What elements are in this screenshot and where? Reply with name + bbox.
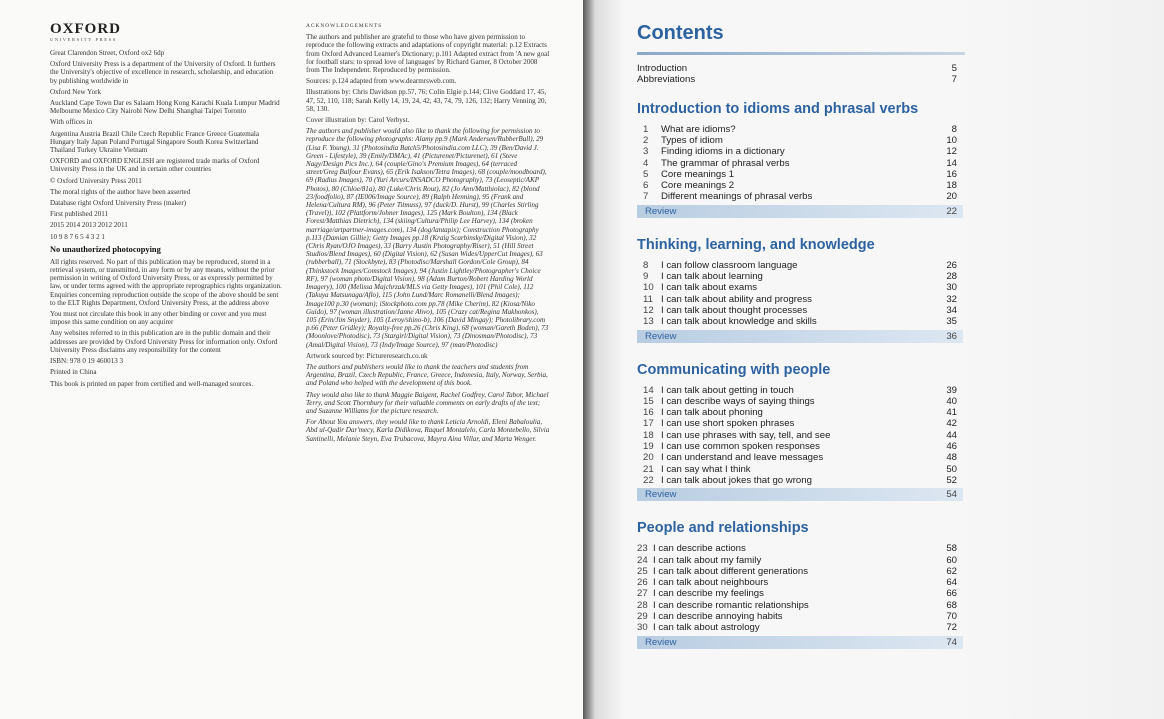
entry-title: I can follow classroom language (661, 259, 798, 271)
imprint-paragraph: With offices in (50, 118, 93, 127)
imprint-paragraph: Great Clarendon Street, Oxford ox2 6dp (50, 49, 165, 57)
entry-page: 8 (951, 123, 957, 135)
entry-title: Core meanings 2 (661, 180, 735, 192)
oxford-logo-subtitle: UNIVERSITY PRESS (50, 37, 117, 42)
contents-entry (637, 556, 963, 566)
entry-number: 1 (643, 123, 649, 135)
section-title: Thinking, learning, and knowledge (637, 236, 875, 253)
entry-number: 8 (643, 259, 649, 271)
imprint-paragraph: Printed in China (50, 368, 97, 377)
contents-entry (637, 601, 963, 611)
entry-page: 50 (946, 463, 957, 475)
entry-page: 52 (946, 474, 957, 486)
entry-title: I can talk about different generations (653, 565, 809, 577)
imprint-paragraph: © Oxford University Press 2011 (50, 176, 142, 185)
entry-number: 25 (637, 565, 648, 577)
acknowledgement-paragraph: For About You answers, they would like to thank Leticia Arnoldi, Eleni Babaloulia, Abd ul-Qadir Dar'mecy, Karla Didikova, Raquel Montalelo, Carla Montebello, Silvia Santinelli, Melanie Steyn, Eva Trubacova, Mayra Aina Villar, and Marta Wenger. (306, 418, 550, 443)
entry-page: 58 (946, 543, 957, 555)
imprint-paragraph: All rights reserved. No part of this publication may be reproduced, stored in a retrieval system, or transmitted, in any form or by any means, without the prior permission in writing of Oxford University Press, or as expressly permitted by law, or under terms agreed with the appropriate reprographics rights organization. Enquiries concerning reproduction outside the scope of the above should be sent to the ELT Rights Department, Oxford University Press, at the address above (50, 257, 282, 307)
entry-page: 7 (951, 74, 957, 86)
entry-page: 10 (946, 134, 957, 146)
entry-page: 42 (946, 418, 957, 430)
review-band (637, 488, 963, 501)
review-page: 54 (946, 489, 957, 501)
entry-number: 11 (643, 293, 653, 305)
section-title: Introduction to idioms and phrasal verbs (637, 100, 919, 117)
imprint-paragraph: 10 9 8 7 6 5 4 3 2 1 (50, 232, 105, 241)
contents-entry (637, 453, 963, 463)
imprint-paragraph: 2015 2014 2013 2012 2011 (50, 221, 128, 230)
imprint-paragraph: OXFORD and OXFORD ENGLISH are registered trade marks of Oxford University Press in the UK and in certain other countries (50, 157, 260, 174)
entry-page: 60 (946, 554, 957, 566)
imprint-paragraph: You must not circulate this book in any other binding or cover and you must impose this same condition on any acquirer (50, 310, 267, 327)
entry-title: I can describe romantic relationships (653, 599, 809, 611)
entry-page: 72 (946, 622, 957, 634)
entry-page: 30 (946, 282, 957, 294)
review-label: Review (645, 205, 677, 217)
contents-title: Contents (637, 22, 724, 44)
section-title: Communicating with people (637, 361, 831, 378)
entry-number: 5 (643, 168, 649, 180)
imprint-paragraph: The moral rights of the author have been asserted (50, 187, 191, 196)
entry-number: 21 (643, 463, 654, 475)
contents-entry (637, 125, 963, 135)
entry-title: I can talk about learning (661, 271, 763, 282)
entry-number: 15 (643, 395, 654, 407)
contents-entry (637, 544, 963, 554)
contents-entry (637, 386, 963, 396)
entry-number: 30 (637, 622, 648, 634)
entry-title: I can use short spoken phrases (661, 418, 795, 430)
acknowledgement-paragraph: The authors and publisher are grateful to those who have given permission to reproduce the following extracts and adaptations of copyright material: p.12 Extracts from Oxford Advanced Learner's Dictionary; p.101 Adapted extract from 'A new goal for football stars: to spread love of languages' by Richard Garner, 8 October 2008 from The Independent. Reproduced by permission. (306, 33, 550, 75)
entry-number: 12 (643, 304, 654, 316)
acknowledgement-paragraph: Illustrations by: Chris Davidson pp.57, 76; Colin Elgie p.144; Clive Goddard 17, 45, 47, 52, 110, 118; Sarah Kelly 14, 19, 24, 42, 43, 74, 79, 126, 132; Harry Venning 20, 58, 130. (306, 88, 547, 113)
entry-title: I can describe ways of saying things (661, 395, 815, 407)
contents-entry (637, 261, 963, 271)
entry-title: I can use common spoken responses (661, 441, 820, 452)
entry-number: 26 (637, 577, 648, 589)
entry-number: 27 (637, 588, 648, 600)
review-band (637, 636, 963, 649)
acknowledgements-column (306, 22, 550, 446)
contents-entry (637, 408, 963, 418)
entry-title: I can talk about thought processes (661, 304, 808, 316)
review-band (637, 205, 963, 218)
contents-entry (637, 283, 963, 293)
entry-number: 28 (637, 599, 648, 611)
contents-entry (637, 578, 963, 588)
entry-page: 16 (946, 168, 957, 180)
entry-page: 46 (946, 441, 957, 452)
contents-entry (637, 397, 963, 407)
entry-title: I can describe my feelings (653, 588, 764, 600)
contents-entry (637, 306, 963, 316)
contents-entry (637, 192, 963, 202)
entry-title: I can understand and leave messages (661, 452, 824, 464)
entry-title: Introduction (637, 63, 688, 74)
entry-title: I can talk about neighbours (653, 577, 769, 589)
entry-page: 35 (946, 316, 957, 328)
entry-page: 40 (946, 395, 957, 407)
entry-page: 62 (946, 565, 957, 577)
contents-entry (637, 170, 963, 180)
entry-title: I can describe annoying habits (653, 611, 783, 622)
entry-page: 39 (946, 384, 957, 396)
entry-page: 26 (946, 259, 957, 271)
title-rule (637, 52, 965, 55)
contents-entry (637, 465, 963, 475)
entry-number: 14 (643, 384, 654, 396)
section-title: People and relationships (637, 520, 809, 537)
acknowledgement-paragraph: The authors and publisher would also like to thank the following for permission to reproduce the following photographs: Alamy pp.9 (Mark Andersen/RubberBall), 29 (Lisa F. Young), 31 (Photosindia Batch5/Photosindia.com LLC), 39 (Ben/David J. Green - Lifestyle), 39 (Emily/DMAc), 41 (Picturenet/Picturenet), 61 (Steve Nagy/Design Pics Inc.), 64 (couple/Gino's Premium Images), 64 (terraced street/Greg Balfour Evans), 65 (Erik Isakson/Tetra Images), 68 (couple/moodboard), 69 (Radius Images), 70 (Yuri Arcurs/INSADCO Photography), 73 (Leoseptic/AKP Photos), 80 (Chloe/81a), 80 (Luke/Chris Rout), 82 (Jo Ann/Matthiolac), 82 (blond 23/foodfolio), 87 (IE006/Image Source), 89 (Ralph Henning), 95 (Frank and Helena/Cultura RM), 96 (Peter Titmuss), 97 (duck/D. Hurst), 99 (Charles Stirling (Travel)), 102 (Plattform/Johner Images), 125 (Mark Boulton), 134 (Black Forest/Matthias Dietrich), 134 (skiing/Cultura/Philip Lee Harvey), 134 (broken marriage/artpartner-images.com), 134 (dog/lantapix); Construction Photography p.113 (Damian Gillie); Getty Images pp.18 (Kraig Scarbinsky/Digital Vision), 32 (Chris Ryan/OJO Images), 33 (Barry Austin Photography/Riser), 51 (Hill Street Studios/Blend Images), 60 (Digital Vision), 62 (Susan Wides/UpperCut Images), 63 (rubberball), 71 (Stockbyte), 83 (Photodisc/Marshall Gordon/Cole Group), 84 (Thinkstock Images/Comstock Images), 94 (Justin Lightley/Photographer's Choice RF), 97 (woman photo/Digital Vision), 98 (Adam Burton/Robert Harding World Imagery), 100 (Melissa Majchrzak/MLS via Getty Images), 101 (Phil Cole), 112 (Takuya Matsunaga/Aflo), 115 (John Lund/Marc Romanelli/Blend Images); Image100 p.30 (woman); iStockphoto.com pp.78 (Mike Cherim), 82 (Kiosa/Niko Guido), 97 (woman illustration/Janne Ahvo), 105 (Crazy cat/Regina Makhonkos), 105 (Erin/Jim Snyder), 105 (Leroy/shino-b), 106 (David Mingay); Photolibrary.com p.66 (Peter Gridley); Royalty-free pp.26 (Chris King), 68 (woman/Gareth Boden), 73 (Moonlove/Photodisc), 73 (Stargirl/Digital Vision), 73 (Dinosman/Photodisc), 73 (Amal/Digital Vision), 73 (Indy/Image Source), 97 (man/Photodisc) (306, 127, 549, 349)
entry-number: 7 (643, 191, 649, 203)
entry-title: Abbreviations (637, 74, 696, 86)
entry-page: 70 (946, 611, 957, 622)
contents-entry (637, 567, 963, 577)
entry-number: 29 (637, 611, 648, 622)
contents-entry (637, 159, 963, 169)
imprint-paragraph: First published 2011 (50, 210, 109, 219)
oxford-logo: OXFORD (50, 21, 121, 37)
imprint-paragraph: Database right Oxford University Press (maker) (50, 199, 187, 208)
entry-number: 24 (637, 554, 648, 566)
imprint-paragraph: Any websites referred to in this publication are in the public domain and their addresses are provided by Oxford University Press for information only. Oxford University Press disclaims any responsibility for the content (50, 329, 278, 354)
entry-number: 10 (643, 282, 654, 294)
review-band (637, 330, 963, 343)
entry-page: 34 (946, 304, 957, 316)
acknowledgements-heading: ACKNOWLEDGEMENTS (306, 23, 383, 29)
entry-title: Different meanings of phrasal verbs (661, 191, 813, 203)
entry-title: I can talk about jokes that go wrong (661, 474, 812, 486)
imprint-paragraph: Oxford University Press is a department of the University of Oxford. It furthers the University's objective of excellence in research, scholarship, and education by publishing worldwide in (50, 60, 276, 85)
entry-page: 14 (946, 157, 957, 169)
entry-page: 32 (946, 293, 957, 305)
contents-entry (637, 419, 963, 429)
entry-number: 18 (643, 429, 654, 441)
entry-page: 68 (946, 599, 957, 611)
contents-entry (637, 476, 963, 486)
entry-title: Types of idiom (661, 134, 723, 146)
entry-page: 20 (946, 191, 957, 203)
review-label: Review (645, 330, 677, 342)
acknowledgement-paragraph: Cover illustration by: Carol Verbyst. (306, 116, 410, 125)
book-gutter (583, 0, 595, 719)
imprint-paragraph: Oxford New York (50, 87, 102, 96)
entry-title: I can talk about knowledge and skills (661, 316, 817, 328)
contents-entry (637, 317, 963, 327)
acknowledgement-paragraph: The authors and publishers would like to thank the teachers and students from Argentina, Brazil, Czech Republic, France, Greece, Indonesia, Italy, Norway, Serbia, and Poland who helped with the development of this book. (306, 362, 548, 388)
entry-title: I can talk about astrology (653, 622, 760, 634)
acknowledgement-paragraph: Artwork sourced by: Pictureresearch.co.uk (306, 351, 428, 360)
contents-entry (637, 612, 963, 622)
imprint-paragraph: ISBN: 978 0 19 460013 3 (50, 357, 124, 366)
entry-number: 22 (643, 474, 654, 486)
review-page: 22 (946, 205, 957, 217)
entry-number: 23 (637, 543, 648, 555)
contents-page (595, 0, 1164, 719)
entry-number: 4 (643, 157, 649, 169)
entry-title: I can talk about exams (661, 282, 757, 294)
review-page: 36 (946, 330, 957, 342)
imprint-heading: No unauthorized photocopying (50, 244, 161, 254)
entry-number: 2 (643, 134, 649, 146)
entry-page: 41 (946, 407, 957, 419)
contents-entry (637, 272, 963, 282)
entry-number: 9 (643, 271, 649, 282)
entry-title: Finding idioms in a dictionary (661, 146, 785, 158)
review-label: Review (645, 636, 677, 648)
entry-page: 12 (946, 146, 957, 158)
entry-title: I can talk about getting in touch (661, 384, 794, 396)
contents-entry (637, 295, 963, 305)
review-label: Review (645, 489, 677, 501)
entry-number: 19 (643, 441, 654, 452)
acknowledgement-paragraph: Sources: p.124 adapted from www.dearmrsweb.com. (306, 77, 457, 86)
entry-number: 20 (643, 452, 654, 464)
entry-title: I can describe actions (653, 543, 746, 555)
imprint-text (50, 49, 282, 388)
contents-entry (637, 431, 963, 441)
contents-entry (637, 623, 963, 633)
entry-title: I can talk about phoning (661, 407, 763, 419)
entry-title: I can talk about ability and progress (661, 293, 812, 305)
imprint-column (50, 22, 282, 391)
acknowledgement-paragraph: They would also like to thank Maggie Baigent, Rachel Godfrey, Carol Tabor, Michael Terry, and Scott Thornbury for their valuable comments on early drafts of the text; and Suzanne Williams for the picture research. (306, 390, 549, 415)
imprint-paragraph: Argentina Austria Brazil Chile Czech Republic France Greece Guatemala Hungary Italy Japan Poland Portugal Singapore South Korea Switzerland Thailand Turkey Ukraine Vietnam (50, 129, 260, 155)
entry-title: Core meanings 1 (661, 168, 735, 180)
contents-entry (637, 64, 963, 74)
entry-page: 18 (946, 180, 957, 192)
entry-number: 17 (643, 418, 654, 430)
entry-title: I can talk about my family (653, 554, 762, 566)
entry-number: 13 (643, 316, 654, 328)
contents-entry (637, 181, 963, 191)
entry-title: I can say what I think (661, 463, 751, 475)
contents-entry (637, 75, 963, 85)
entry-number: 16 (643, 407, 654, 419)
contents-entry (637, 442, 963, 452)
entry-page: 66 (946, 588, 957, 600)
entry-page: 28 (946, 271, 957, 282)
entry-page: 5 (951, 63, 957, 74)
imprint-paragraph: Auckland Cape Town Dar es Salaam Hong Kong Karachi Kuala Lumpur Madrid Melbourne Mexico City Nairobi New Delhi Shanghai Taipei Toronto (50, 99, 280, 116)
contents-entry (637, 147, 963, 157)
entry-title: I can use phrases with say, tell, and see (661, 429, 831, 441)
entry-title: What are idioms? (661, 123, 736, 135)
entry-page: 44 (946, 429, 957, 441)
entry-number: 6 (643, 180, 649, 192)
entry-number: 3 (643, 146, 649, 158)
contents-entry (637, 136, 963, 146)
review-page: 74 (946, 636, 957, 648)
acknowledgements-text (306, 33, 550, 443)
entry-page: 64 (946, 577, 957, 589)
entry-title: The grammar of phrasal verbs (661, 157, 790, 169)
entry-page: 48 (946, 452, 957, 464)
imprint-paragraph: This book is printed on paper from certified and well-managed sources. (50, 379, 254, 388)
contents-entry (637, 589, 963, 599)
